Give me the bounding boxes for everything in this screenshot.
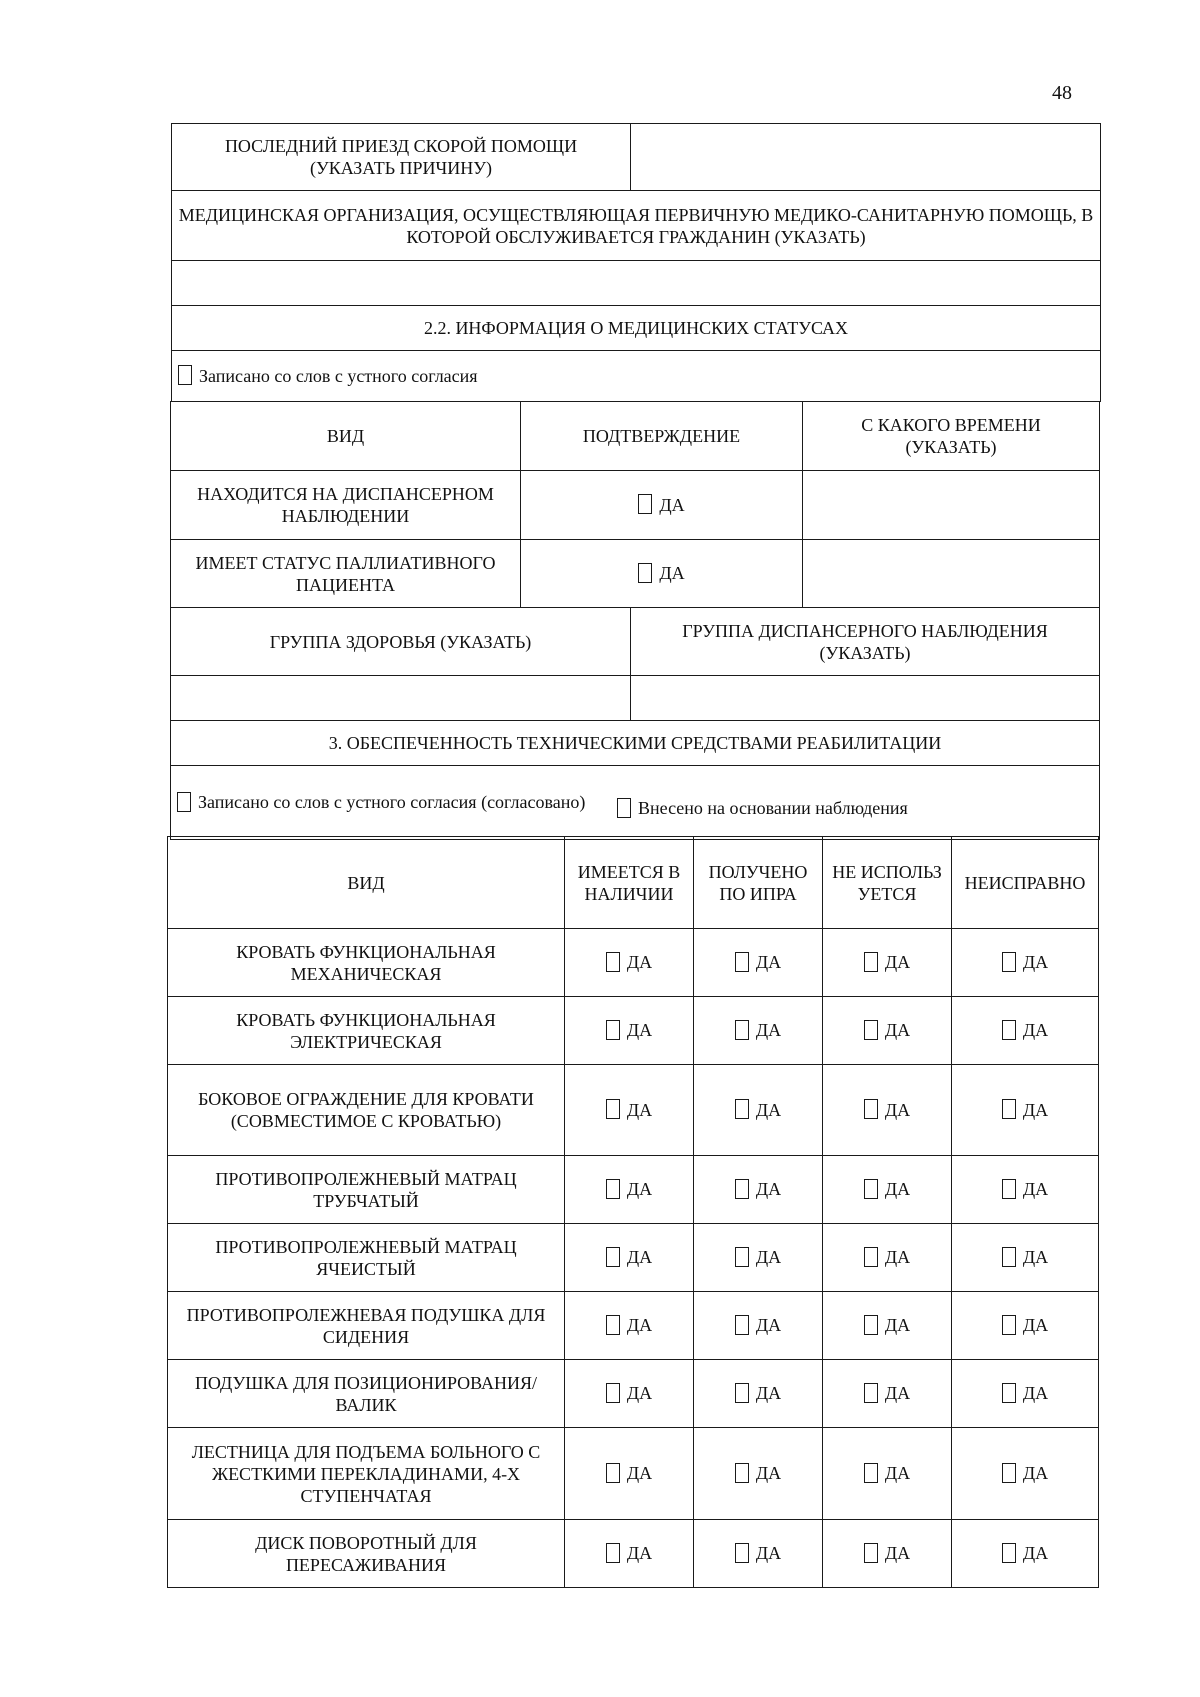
yes-label: ДА — [884, 952, 911, 973]
rehab-item-label: ПРОТИВОПРОЛЕЖНЕВЫЙ МАТРАЦ ТРУБЧАТЫЙ — [168, 1156, 565, 1224]
rehab-available-cell — [565, 1065, 694, 1156]
yes-label: ДА — [1022, 1383, 1049, 1404]
rehab-received-cell — [694, 1224, 823, 1292]
yes-label: ДА — [884, 1099, 911, 1120]
rehab-received-cell — [694, 1360, 823, 1428]
yes-label: ДА — [1022, 1020, 1049, 1041]
rehab-received-checkbox[interactable] — [735, 1247, 749, 1267]
rehab-faulty-cell — [952, 997, 1099, 1065]
section-title-statuses: 2.2. ИНФОРМАЦИЯ О МЕДИЦИНСКИХ СТАТУСАХ — [172, 306, 1101, 351]
rehab-item-row — [168, 1360, 1099, 1428]
consent-checkbox[interactable] — [178, 365, 192, 385]
rehab-available-checkbox[interactable] — [606, 1543, 620, 1563]
rehab-available-checkbox[interactable] — [606, 1020, 620, 1040]
rehab-unused-checkbox[interactable] — [864, 1543, 878, 1563]
rehab-faulty-cell — [952, 929, 1099, 997]
rehab-available-cell — [565, 1156, 694, 1224]
yes-label: ДА — [626, 1543, 653, 1564]
rehab-unused-checkbox[interactable] — [864, 1315, 878, 1335]
rehab-received-checkbox[interactable] — [735, 1099, 749, 1119]
rehab-received-checkbox[interactable] — [735, 1315, 749, 1335]
observation-label: Внесено на основании наблюдения — [638, 798, 908, 819]
rehab-consent-checkbox[interactable] — [177, 792, 191, 812]
medical-org-field[interactable] — [172, 261, 1101, 306]
rehab-available-checkbox[interactable] — [606, 952, 620, 972]
observation-checkbox[interactable] — [617, 798, 631, 818]
rehab-item-label: ДИСК ПОВОРОТНЫЙ ДЛЯ ПЕРЕСАЖИВАНИЯ — [168, 1520, 565, 1588]
yes-label: ДА — [626, 1315, 653, 1336]
rehab-unused-checkbox[interactable] — [864, 1383, 878, 1403]
rehab-item-label: ЛЕСТНИЦА ДЛЯ ПОДЪЕМА БОЛЬНОГО С ЖЕСТКИМИ ПЕРЕКЛАДИНАМИ, 4-Х СТУПЕНЧАТАЯ — [168, 1428, 565, 1520]
rehab-received-checkbox[interactable] — [735, 952, 749, 972]
rehab-available-checkbox[interactable] — [606, 1247, 620, 1267]
yes-label: ДА — [1022, 1179, 1049, 1200]
rehab-available-checkbox[interactable] — [606, 1099, 620, 1119]
status-label: ИМЕЕТ СТАТУС ПАЛЛИАТИВНОГО ПАЦИЕНТА — [171, 540, 521, 608]
yes-label: ДА — [626, 1383, 653, 1404]
rehab-unused-cell — [823, 929, 952, 997]
rehab-item-label: КРОВАТЬ ФУНКЦИОНАЛЬНАЯ ЭЛЕКТРИЧЕСКАЯ — [168, 997, 565, 1065]
rehab-item-row — [168, 1520, 1099, 1588]
rehab-item-row — [168, 1224, 1099, 1292]
yes-label: ДА — [626, 1020, 653, 1041]
rehab-unused-checkbox[interactable] — [864, 1099, 878, 1119]
status-confirm-cell — [521, 471, 803, 540]
yes-label: ДА — [755, 1543, 782, 1564]
yes-label: ДА — [626, 1463, 653, 1484]
rehab-faulty-cell — [952, 1428, 1099, 1520]
status-since-field[interactable] — [803, 471, 1100, 540]
rehab-unused-cell — [823, 997, 952, 1065]
rehab-received-cell — [694, 1292, 823, 1360]
yes-label: ДА — [884, 1315, 911, 1336]
medical-org-label: МЕДИЦИНСКАЯ ОРГАНИЗАЦИЯ, ОСУЩЕСТВЛЯЮЩАЯ ПЕРВИЧНУЮ МЕДИКО-САНИТАРНУЮ ПОМОЩЬ, В КОТОРОЙ ОБСЛУЖИВАЕТСЯ ГРАЖДАНИН (УКАЗАТЬ) — [172, 191, 1101, 261]
rehab-available-cell — [565, 1292, 694, 1360]
yes-label: ДА — [1022, 1463, 1049, 1484]
dispensary-group-field[interactable] — [631, 676, 1100, 721]
yes-label: ДА — [755, 1315, 782, 1336]
rehab-consent-label: Записано со слов с устного согласия (согласовано) — [198, 792, 586, 813]
rehab-item-label: ПРОТИВОПРОЛЕЖНЕВЫЙ МАТРАЦ ЯЧЕИСТЫЙ — [168, 1224, 565, 1292]
yes-label: ДА — [1022, 1099, 1049, 1120]
rehab-received-cell — [694, 997, 823, 1065]
rehab-available-checkbox[interactable] — [606, 1463, 620, 1483]
rehab-available-cell — [565, 1520, 694, 1588]
rehab-received-checkbox[interactable] — [735, 1383, 749, 1403]
yes-label: ДА — [1022, 1315, 1049, 1336]
yes-label: ДА — [884, 1383, 911, 1404]
yes-label: ДА — [755, 1020, 782, 1041]
yes-label: ДА — [659, 494, 685, 515]
rehab-received-checkbox[interactable] — [735, 1179, 749, 1199]
rehab-item-row — [168, 1292, 1099, 1360]
rehab-received-cell — [694, 1065, 823, 1156]
rehab-item-label: БОКОВОЕ ОГРАЖДЕНИЕ ДЛЯ КРОВАТИ (СОВМЕСТИМОЕ С КРОВАТЬЮ) — [168, 1065, 565, 1156]
status-confirm-checkbox[interactable] — [638, 563, 652, 583]
rehab-received-cell — [694, 1156, 823, 1224]
rehab-available-cell — [565, 997, 694, 1065]
rehab-item-row — [168, 1156, 1099, 1224]
section-title-rehab: 3. ОБЕСПЕЧЕННОСТЬ ТЕХНИЧЕСКИМИ СРЕДСТВАМИ РЕАБИЛИТАЦИИ — [171, 721, 1100, 766]
rehab-item-row — [168, 1065, 1099, 1156]
rehab-item-row — [168, 997, 1099, 1065]
rehab-faulty-cell — [952, 1292, 1099, 1360]
rehab-header-unused: НЕ ИСПОЛЬЗУЕТСЯ — [823, 837, 952, 929]
rehab-item-label: ПРОТИВОПРОЛЕЖНЕВАЯ ПОДУШКА ДЛЯ СИДЕНИЯ — [168, 1292, 565, 1360]
status-label: НАХОДИТСЯ НА ДИСПАНСЕРНОМ НАБЛЮДЕНИИ — [171, 471, 521, 540]
rehab-faulty-checkbox[interactable] — [1002, 1383, 1016, 1403]
rehab-faulty-checkbox[interactable] — [1002, 1247, 1016, 1267]
rehab-faulty-cell — [952, 1065, 1099, 1156]
yes-label: ДА — [884, 1247, 911, 1268]
last-ambulance-field[interactable] — [631, 124, 1101, 191]
rehab-unused-cell — [823, 1520, 952, 1588]
rehab-unused-checkbox[interactable] — [864, 952, 878, 972]
rehab-unused-cell — [823, 1292, 952, 1360]
rehab-item-row — [168, 929, 1099, 997]
status-confirm-cell — [521, 540, 803, 608]
yes-label: ДА — [884, 1543, 911, 1564]
rehab-faulty-checkbox[interactable] — [1002, 1179, 1016, 1199]
rehab-faulty-checkbox[interactable] — [1002, 1020, 1016, 1040]
rehab-available-cell — [565, 1224, 694, 1292]
medical-statuses-table — [170, 401, 1100, 840]
rehab-item-label: КРОВАТЬ ФУНКЦИОНАЛЬНАЯ МЕХАНИЧЕСКАЯ — [168, 929, 565, 997]
rehab-received-checkbox[interactable] — [735, 1543, 749, 1563]
rehab-unused-checkbox[interactable] — [864, 1463, 878, 1483]
rehab-received-cell — [694, 929, 823, 997]
rehab-unused-cell — [823, 1360, 952, 1428]
rehab-unused-checkbox[interactable] — [864, 1247, 878, 1267]
rehab-faulty-checkbox[interactable] — [1002, 1315, 1016, 1335]
consent-row — [172, 351, 1101, 402]
consent-label: Записано со слов с устного согласия — [199, 365, 478, 386]
rehab-faulty-checkbox[interactable] — [1002, 1543, 1016, 1563]
yes-label: ДА — [755, 1179, 782, 1200]
rehab-unused-cell — [823, 1224, 952, 1292]
rehab-header-faulty: НЕИСПРАВНО — [952, 837, 1099, 929]
rehab-unused-cell — [823, 1428, 952, 1520]
rehab-available-checkbox[interactable] — [606, 1179, 620, 1199]
yes-label: ДА — [884, 1020, 911, 1041]
rehab-faulty-checkbox[interactable] — [1002, 1099, 1016, 1119]
header-type: ВИД — [171, 402, 521, 471]
yes-label: ДА — [1022, 952, 1049, 973]
rehab-faulty-cell — [952, 1360, 1099, 1428]
general-info-table — [171, 123, 1101, 402]
yes-label: ДА — [626, 1179, 653, 1200]
rehab-unused-cell — [823, 1156, 952, 1224]
yes-label: ДА — [626, 952, 653, 973]
yes-label: ДА — [755, 1247, 782, 1268]
rehab-faulty-checkbox[interactable] — [1002, 1463, 1016, 1483]
rehab-received-cell — [694, 1520, 823, 1588]
rehab-received-checkbox[interactable] — [735, 1020, 749, 1040]
status-since-field[interactable] — [803, 540, 1100, 608]
rehab-unused-cell — [823, 1065, 952, 1156]
rehab-header-received: ПОЛУЧЕНО ПО ИПРА — [694, 837, 823, 929]
yes-label: ДА — [884, 1179, 911, 1200]
rehab-rows — [168, 929, 1099, 1588]
yes-label: ДА — [626, 1247, 653, 1268]
yes-label: ДА — [755, 1383, 782, 1404]
header-confirmation: ПОДТВЕРЖДЕНИЕ — [521, 402, 803, 471]
yes-label: ДА — [626, 1099, 653, 1120]
yes-label: ДА — [755, 952, 782, 973]
yes-label: ДА — [755, 1463, 782, 1484]
rehab-received-cell — [694, 1428, 823, 1520]
header-since: С КАКОГО ВРЕМЕНИ (УКАЗАТЬ) — [803, 402, 1100, 471]
yes-label: ДА — [755, 1099, 782, 1120]
rehab-faulty-cell — [952, 1156, 1099, 1224]
dispensary-group-label: ГРУППА ДИСПАНСЕРНОГО НАБЛЮДЕНИЯ (УКАЗАТЬ) — [631, 608, 1100, 676]
rehab-faulty-cell — [952, 1520, 1099, 1588]
rehab-available-checkbox[interactable] — [606, 1383, 620, 1403]
page-number: 48 — [1052, 82, 1072, 104]
rehab-unused-checkbox[interactable] — [864, 1179, 878, 1199]
last-ambulance-label: ПОСЛЕДНИЙ ПРИЕЗД СКОРОЙ ПОМОЩИ (УКАЗАТЬ ПРИЧИНУ) — [172, 124, 631, 191]
rehab-available-checkbox[interactable] — [606, 1315, 620, 1335]
rehab-faulty-checkbox[interactable] — [1002, 952, 1016, 972]
rehab-consent-row — [171, 766, 1100, 840]
rehab-received-checkbox[interactable] — [735, 1463, 749, 1483]
yes-label: ДА — [1022, 1247, 1049, 1268]
rehab-header-available: ИМЕЕТСЯ В НАЛИЧИИ — [565, 837, 694, 929]
rehab-equipment-table — [167, 836, 1099, 1588]
yes-label: ДА — [659, 563, 685, 584]
status-confirm-checkbox[interactable] — [638, 494, 652, 514]
health-group-field[interactable] — [171, 676, 631, 721]
yes-label: ДА — [884, 1463, 911, 1484]
rehab-unused-checkbox[interactable] — [864, 1020, 878, 1040]
rehab-item-row — [168, 1428, 1099, 1520]
yes-label: ДА — [1022, 1543, 1049, 1564]
rehab-available-cell — [565, 1428, 694, 1520]
rehab-available-cell — [565, 1360, 694, 1428]
health-group-label: ГРУППА ЗДОРОВЬЯ (УКАЗАТЬ) — [171, 608, 631, 676]
rehab-available-cell — [565, 929, 694, 997]
rehab-item-label: ПОДУШКА ДЛЯ ПОЗИЦИОНИРОВАНИЯ/ВАЛИК — [168, 1360, 565, 1428]
rehab-faulty-cell — [952, 1224, 1099, 1292]
rehab-header-type: ВИД — [168, 837, 565, 929]
